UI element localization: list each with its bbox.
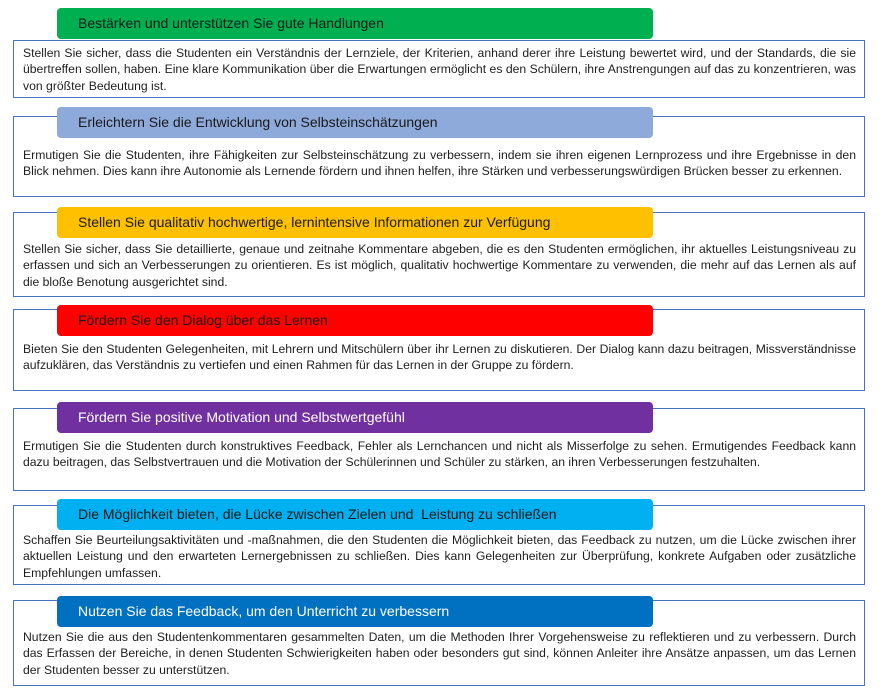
principle-text: Stellen Sie sicher, dass die Studenten ein Verständnis der Lernziele, der Kriterien, anhand derer ihre Leistung bewertet wird, und der Standards, die sie übertreffen sollen, haben. Eine klare Kommunikation über die Erwartungen ermöglicht es den Schülern, ihre Anstrengungen auf das zu konzentrieren, was von größter Bedeutung ist. — [23, 46, 856, 93]
principle-box — [13, 40, 865, 98]
principle-section-6 — [13, 499, 865, 585]
principle-header: Die Möglichkeit bieten, die Lücke zwischen Zielen und Leistung zu schließen — [57, 499, 653, 530]
principle-text: Ermutigen Sie die Studenten, ihre Fähigkeiten zur Selbsteinschätzung zu verbessern, indem sie ihren eigenen Lernprozess und ihre Ergebnisse in den Blick nehmen. Dies kann ihre Autonomie als Lernende fördern und ihnen helfen, ihre Stärken und verbesserungswürdigen Brücken besser zu erkennen. — [23, 148, 856, 179]
principle-header: Fördern Sie den Dialog über das Lernen — [57, 305, 653, 336]
principle-section-7 — [13, 596, 865, 686]
principle-text: Bieten Sie den Studenten Gelegenheiten, mit Lehrern und Mitschülern über ihr Lernen zu diskutieren. Der Dialog kann dazu beitragen, Missverständnisse aufzuklären, das Verständnis zu vertiefen und einen Rahmen für das Lernen in der Gruppe zu fördern. — [23, 342, 856, 373]
principle-section-2 — [13, 107, 865, 197]
principle-text: Ermutigen Sie die Studenten durch konstruktives Feedback, Fehler als Lernchancen und nicht als Misserfolge zu sehen. Ermutigendes Feedback kann dazu beitragen, das Selbstvertrauen und die Motivation der Schülerinnen und Schüler zu stärken, an ihren Verbesserungen festzuhalten. — [23, 439, 856, 470]
principle-text: Schaffen Sie Beurteilungsaktivitäten und -maßnahmen, die den Studenten die Möglichkeit bieten, das Feedback zu nutzen, um die Lücke zwischen ihrer aktuellen Leistung und den erwarteten Lernergebnissen zu schließen. Dies kann Gelegenheiten zur Überprüfung, konkrete Aufgaben oder zusätzliche Empfehlungen umfassen. — [23, 533, 856, 580]
principle-text: Nutzen Sie die aus den Studentenkommentaren gesammelten Daten, um die Methoden Ihrer Vorgehensweise zu reflektieren und zu verbessern. Durch das Erfassen der Bereiche, in denen Studenten Schwierigkeiten haben oder besonders gut sind, können Anleiter ihre Ansätze anpassen, um das Lernen der Studenten besser zu unterstützen. — [23, 630, 856, 677]
principle-section-4 — [13, 305, 865, 391]
principle-section-5 — [13, 402, 865, 491]
principle-section-3 — [13, 207, 865, 297]
principle-text: Stellen Sie sicher, dass Sie detaillierte, genaue und zeitnahe Kommentare abgeben, die es den Studenten ermöglichen, ihr aktuelles Leistungsniveau zu erfassen und sich an Verbesserungen zu orientieren. Es ist möglich, qualitativ hochwertige Kommentare zu verwenden, die mehr auf das Lernen als auf die bloße Benotung ausgerichtet sind. — [23, 242, 856, 289]
principle-header: Bestärken und unterstützen Sie gute Handlungen — [57, 8, 653, 39]
principle-header: Fördern Sie positive Motivation und Selbstwertgefühl — [57, 402, 653, 433]
principle-header: Erleichtern Sie die Entwicklung von Selbsteinschätzungen — [57, 107, 653, 138]
principle-header: Nutzen Sie das Feedback, um den Unterricht zu verbessern — [57, 596, 653, 627]
principle-header: Stellen Sie qualitativ hochwertige, lernintensive Informationen zur Verfügung — [57, 207, 653, 238]
principle-section-1 — [13, 8, 865, 98]
